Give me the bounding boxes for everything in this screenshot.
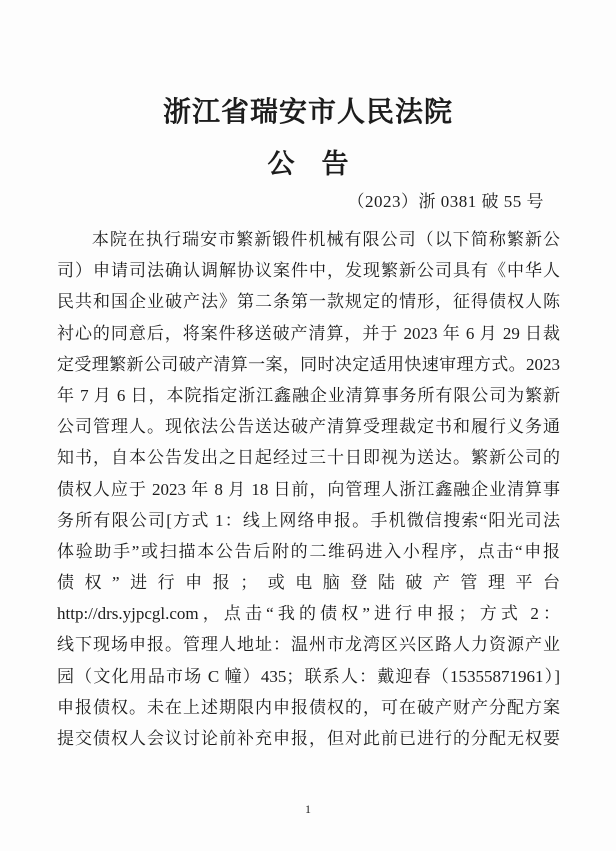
- body-line: http://drs.yjpcgl.com，点击“我的债权”进行申报；方式 2：: [57, 604, 560, 624]
- announcement-body: [57, 224, 560, 754]
- body-line: 衬心的同意后，将案件移送破产清算，并于 2023 年 6 月 29 日裁: [57, 323, 560, 343]
- body-line: 体验助手”或扫描本公告后附的二维码进入小程序，点击“申报: [57, 541, 560, 561]
- body-line: 园（文化用品市场 C 幢）435；联系人：戴迎春（15355871961）]: [57, 666, 560, 686]
- body-line: 民共和国企业破产法》第二条第一款规定的情形，征得债权人陈: [57, 292, 560, 312]
- body-line: 债权”进行申报；或电脑登陆破产管理平台: [57, 573, 560, 593]
- body-line: 定受理繁新公司破产清算一案，同时决定适用快速审理方式。2023: [57, 354, 560, 374]
- announcement-title: 公 告: [267, 149, 349, 179]
- body-line: 提交债权人会议讨论前补充申报，但对此前已进行的分配无权要: [57, 729, 560, 748]
- body-line: 申报债权。未在上述期限内申报债权的，可在破产财产分配方案: [57, 697, 560, 717]
- body-line: 线下现场申报。管理人地址：温州市龙湾区兴区路人力资源产业: [57, 635, 560, 655]
- body-line: 本院在执行瑞安市繁新锻件机械有限公司（以下简称繁新公: [91, 230, 560, 249]
- body-line: 司）申请司法确认调解协议案件中，发现繁新公司具有《中华人: [57, 261, 560, 281]
- court-name-title: 浙江省瑞安市人民法院: [162, 97, 453, 128]
- body-line: 债权人应于 2023 年 8 月 18 日前，向管理人浙江鑫融企业清算事: [57, 479, 560, 499]
- case-number: （2023）浙 0381 破 55 号: [347, 192, 544, 211]
- body-line: 年 7 月 6 日，本院指定浙江鑫融企业清算事务所有限公司为繁新: [57, 385, 560, 405]
- body-line: 知书，自本公告发出之日起经过三十日即视为送达。繁新公司的: [57, 448, 560, 468]
- body-line: 公司管理人。现依法公告送达破产清算受理裁定书和履行义务通: [57, 417, 560, 437]
- body-line: 务所有限公司[方式 1：线上网络申报。手机微信搜索“阳光司法: [57, 510, 560, 530]
- page-number: 1: [305, 802, 311, 816]
